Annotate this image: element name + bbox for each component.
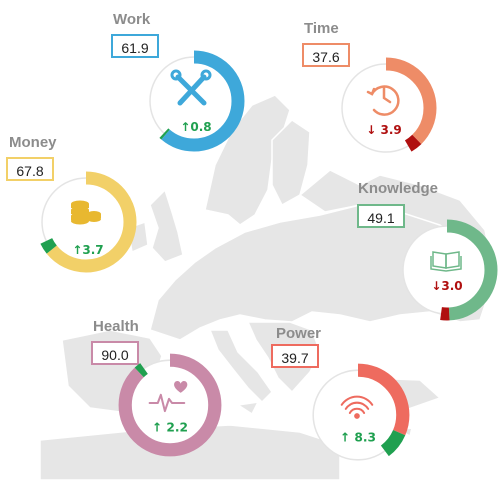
sicily-shape xyxy=(238,402,258,414)
gauge-health xyxy=(115,350,225,460)
score-box: 49.1 xyxy=(357,204,405,228)
domain-label: Money xyxy=(9,134,57,151)
score-box: 90.0 xyxy=(91,341,139,365)
score-box: 37.6 xyxy=(302,43,350,67)
domain-label: Power xyxy=(276,325,322,342)
change-indicator: ↑ 8.3 xyxy=(339,430,377,445)
change-indicator: ↓3.0 xyxy=(431,279,463,293)
change-indicator: ↑ 2.2 xyxy=(151,420,189,435)
gauge-inner xyxy=(410,233,484,307)
domain-label: Time xyxy=(304,20,339,37)
score-box: 39.7 xyxy=(271,344,319,368)
great-britain-shape xyxy=(150,190,183,262)
change-indicator: ↑0.8 xyxy=(180,120,212,134)
score-box: 61.9 xyxy=(111,34,159,58)
change-indicator: ↓ 3.9 xyxy=(366,123,402,137)
domain-label: Health xyxy=(93,318,139,335)
gauge-power xyxy=(303,360,413,470)
score-box: 67.8 xyxy=(6,157,54,181)
domain-label: Work xyxy=(113,11,151,28)
gauge-money xyxy=(32,168,140,276)
change-indicator: ↑3.7 xyxy=(72,243,104,257)
gauge-work xyxy=(140,47,248,155)
domain-label: Knowledge xyxy=(358,180,439,197)
gauge-knowledge xyxy=(393,216,501,324)
gauge-time xyxy=(332,54,440,162)
